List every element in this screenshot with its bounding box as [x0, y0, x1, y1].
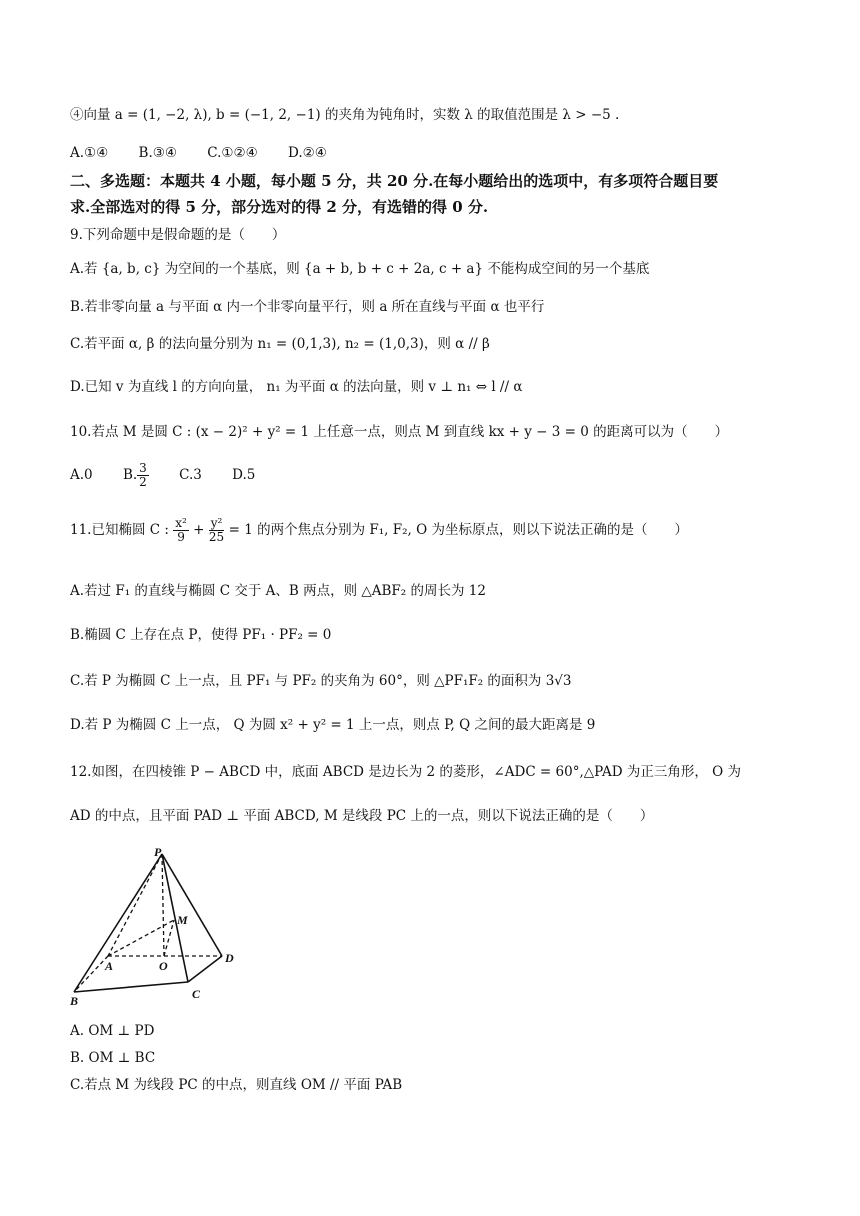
q11-stem-prefix: 11.已知椭圆 C : — [70, 522, 169, 538]
q12-stem-line-1: 12.如图，在四棱锥 P − ABCD 中，底面 ABCD 是边长为 2 的菱形，∠ADC = 60°,△PAD 为正三角形， O 为 — [70, 764, 741, 780]
q11-option-d: D.若 P 为椭圆 C 上一点， Q 为圆 x² + y² = 1 上一点，则点 P, Q 之间的最大距离是 9 — [70, 717, 596, 733]
q11-option-a: A.若过 F₁ 的直线与椭圆 C 交于 A、B 两点，则 △ABF₂ 的周长为 12 — [70, 583, 486, 599]
q11-fraction-1-numerator: x² — [175, 516, 187, 530]
q11-fraction-2-denominator: 25 — [208, 530, 225, 544]
edge-cd — [188, 956, 222, 982]
label-p: P — [154, 845, 162, 859]
q9-option-c: C.若平面 α, β 的法向量分别为 n₁ = (0,1,3), n₂ = (1,0,3)，则 α // β — [70, 336, 490, 352]
edge-bc — [74, 982, 188, 992]
edge-pd — [162, 854, 222, 956]
pyramid-figure — [68, 842, 248, 1012]
q11-stem-suffix: = 1 的两个焦点分别为 F₁, F₂, O 为坐标原点，则以下说法正确的是（ ） — [228, 522, 688, 538]
q11-fraction-1-denominator: 9 — [177, 530, 185, 544]
segment-po — [162, 854, 164, 956]
section-2-heading-line-2: 求.全部选对的得 5 分，部分选对的得 2 分，有选错的得 0 分. — [70, 198, 489, 216]
edge-ab — [74, 956, 108, 992]
q10-option-b-numerator: 3 — [139, 461, 147, 475]
q9-option-a: A.若 {a, b, c} 为空间的一个基底，则 {a + b, b + c + 2a, c + a} 不能构成空间的另一个基底 — [70, 261, 650, 277]
q11-fraction-2 — [209, 517, 225, 544]
q8-options — [70, 142, 353, 164]
q12-stem-line-2: AD 的中点，且平面 PAD ⊥ 平面 ABCD, M 是线段 PC 上的一点，则以下说法正确的是（ ） — [70, 808, 654, 824]
q9-option-b: B.若非零向量 a 与平面 α 内一个非零向量平行，则 a 所在直线与平面 α 也平行 — [70, 299, 545, 315]
label-o: O — [159, 959, 168, 973]
segment-om — [164, 920, 174, 956]
q12-option-a: A. OM ⊥ PD — [70, 1023, 155, 1039]
q10-options — [70, 458, 281, 492]
q10-option-b-denominator: 2 — [139, 475, 147, 489]
q10-option-b — [123, 458, 149, 492]
label-b: B — [70, 994, 79, 1008]
q10-option-b-prefix: B. — [122, 467, 138, 483]
q9-stem: 9.下列命题中是假命题的是（ ） — [70, 227, 286, 243]
label-m: M — [177, 913, 188, 927]
q10-stem: 10.若点 M 是圆 C : (x − 2)² + y² = 1 上任意一点，则点 M 到直线 kx + y − 3 = 0 的距离可以为（ ） — [70, 424, 729, 440]
q12-option-c: C.若点 M 为线段 PC 的中点，则直线 OM // 平面 PAB — [70, 1077, 403, 1093]
q12-option-b: B. OM ⊥ BC — [70, 1050, 156, 1066]
q8-item-4: ④向量 a = (1, −2, λ), b = (−1, 2, −1) 的夹角为钝角时，实数 λ 的取值范围是 λ > −5 . — [70, 107, 620, 123]
q8-option-a: A.①④ — [70, 145, 109, 161]
edge-pb — [74, 854, 162, 992]
label-c: C — [192, 987, 201, 1001]
q11-stem — [70, 513, 688, 547]
label-a: A — [105, 959, 114, 973]
q11-fraction-2-numerator: y² — [210, 516, 223, 530]
q9-option-d: D.已知 v 为直线 l 的方向向量， n₁ 为平面 α 的法向量，则 v ⊥ n₁ ⇔ l // α — [70, 379, 523, 395]
q11-fraction-1 — [173, 517, 189, 544]
q10-option-d: D.5 — [232, 467, 256, 483]
label-d: D — [225, 951, 234, 965]
q10-option-c: C.3 — [179, 467, 202, 483]
q11-plus: + — [193, 522, 205, 538]
q11-option-c: C.若 P 为椭圆 C 上一点，且 PF₁ 与 PF₂ 的夹角为 60°，则 △PF₁F₂ 的面积为 3√3 — [70, 673, 572, 689]
q8-option-b: B.③④ — [138, 145, 177, 161]
q10-option-b-fraction — [137, 462, 149, 489]
q11-option-b: B.椭圆 C 上存在点 P，使得 PF₁ · PF₂ = 0 — [70, 627, 332, 643]
q10-option-a: A.0 — [70, 467, 93, 483]
section-2-heading-line-1: 二、多选题：本题共 4 小题，每小题 5 分，共 20 分.在每小题给出的选项中，有多项符合题目要 — [70, 172, 719, 190]
q8-option-c: C.①②④ — [207, 145, 258, 161]
q8-option-d: D.②④ — [288, 145, 327, 161]
